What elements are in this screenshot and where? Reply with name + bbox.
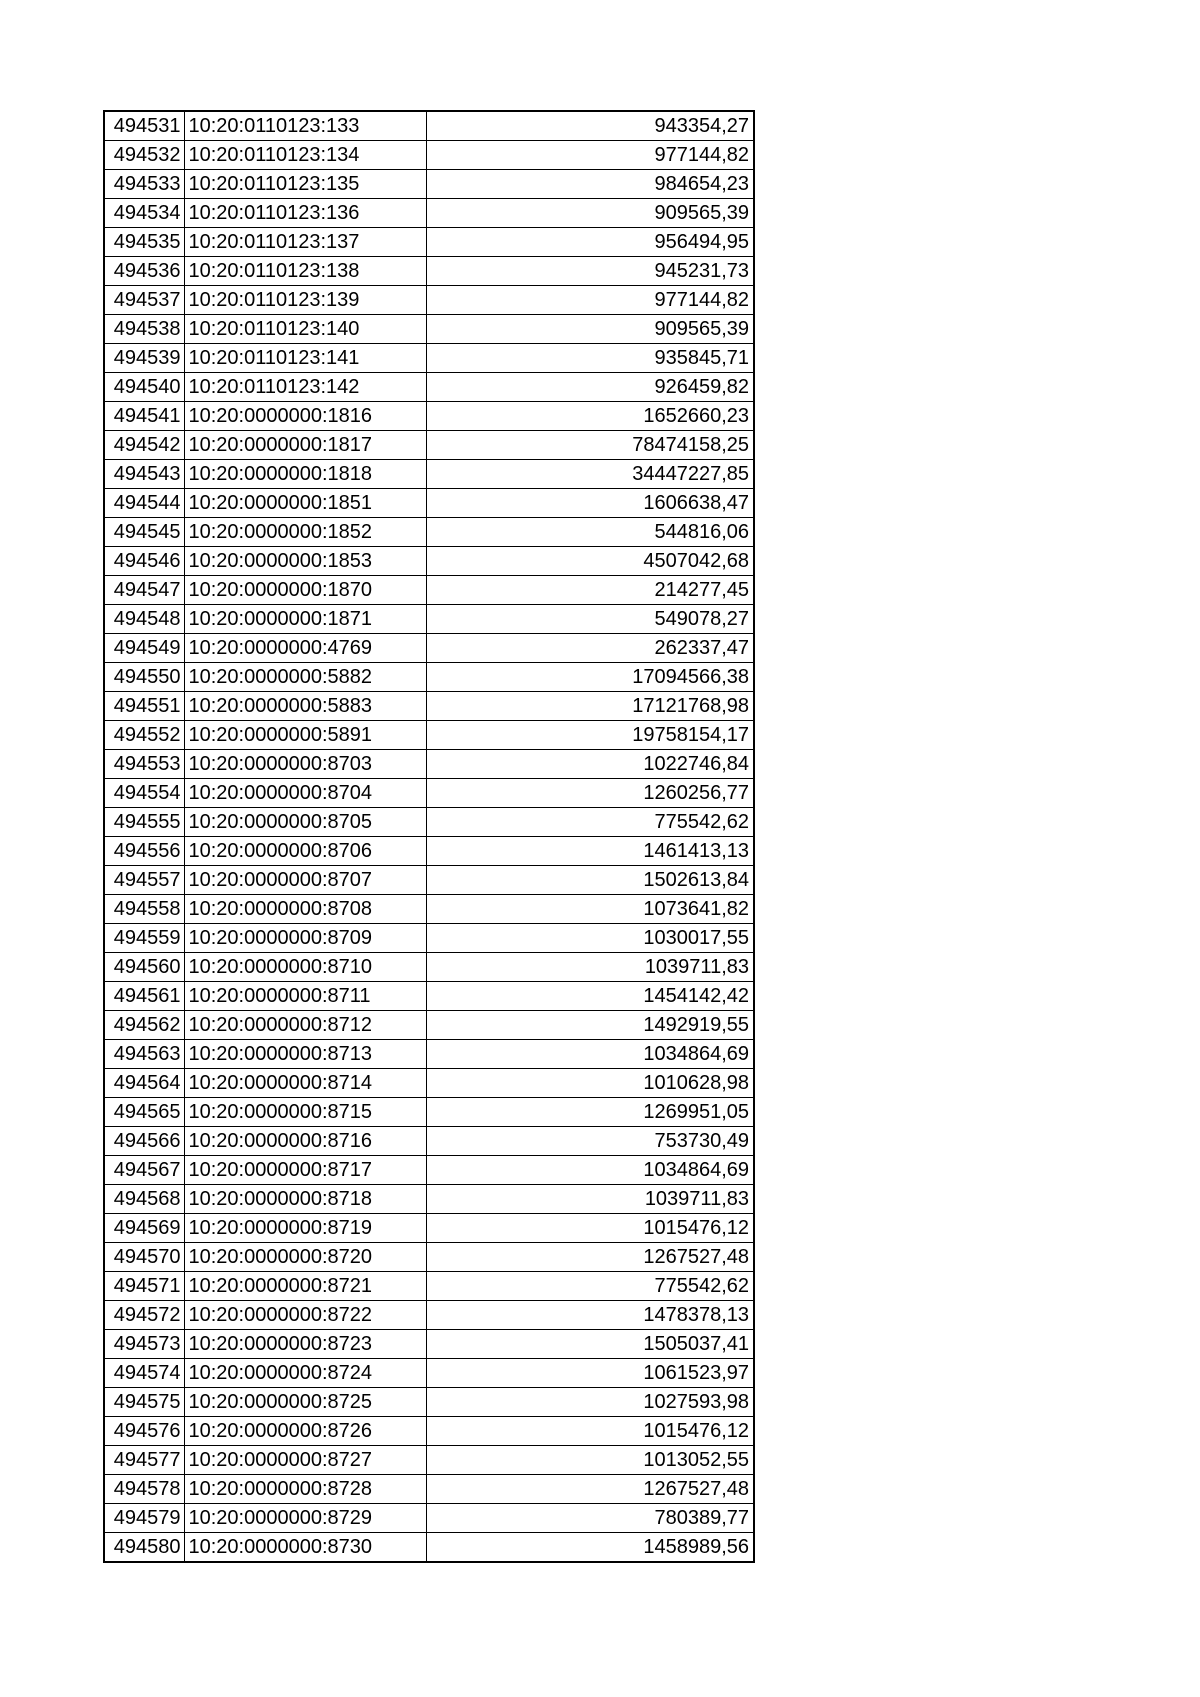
row-id-cell: 494577 — [104, 1446, 184, 1475]
value-cell: 1030017,55 — [426, 924, 754, 953]
row-id-cell: 494569 — [104, 1214, 184, 1243]
row-id-cell: 494568 — [104, 1185, 184, 1214]
table-row — [104, 373, 754, 402]
cadastral-number-cell: 10:20:0000000:5882 — [184, 663, 426, 692]
value-cell: 1039711,83 — [426, 953, 754, 982]
value-cell: 4507042,68 — [426, 547, 754, 576]
row-id-cell: 494556 — [104, 837, 184, 866]
table-row — [104, 808, 754, 837]
cadastral-number-cell: 10:20:0000000:8703 — [184, 750, 426, 779]
table-row — [104, 1417, 754, 1446]
cadastral-number-cell: 10:20:0000000:8722 — [184, 1301, 426, 1330]
row-id-cell: 494548 — [104, 605, 184, 634]
value-cell: 909565,39 — [426, 199, 754, 228]
row-id-cell: 494567 — [104, 1156, 184, 1185]
table-row — [104, 837, 754, 866]
cadastral-number-cell: 10:20:0000000:8718 — [184, 1185, 426, 1214]
cadastral-number-cell: 10:20:0000000:1817 — [184, 431, 426, 460]
value-cell: 1269951,05 — [426, 1098, 754, 1127]
cadastral-number-cell: 10:20:0000000:8714 — [184, 1069, 426, 1098]
row-id-cell: 494549 — [104, 634, 184, 663]
table-row — [104, 489, 754, 518]
value-cell: 262337,47 — [426, 634, 754, 663]
value-cell: 753730,49 — [426, 1127, 754, 1156]
table-row — [104, 1359, 754, 1388]
row-id-cell: 494551 — [104, 692, 184, 721]
cadastral-number-cell: 10:20:0110123:139 — [184, 286, 426, 315]
cadastral-number-cell: 10:20:0110123:136 — [184, 199, 426, 228]
cadastral-number-cell: 10:20:0000000:1853 — [184, 547, 426, 576]
value-cell: 1027593,98 — [426, 1388, 754, 1417]
value-cell: 1505037,41 — [426, 1330, 754, 1359]
cadastral-number-cell: 10:20:0000000:8727 — [184, 1446, 426, 1475]
value-cell: 1502613,84 — [426, 866, 754, 895]
cadastral-number-cell: 10:20:0000000:8707 — [184, 866, 426, 895]
row-id-cell: 494579 — [104, 1504, 184, 1533]
table-row — [104, 1301, 754, 1330]
table-row — [104, 1011, 754, 1040]
value-cell: 1458989,56 — [426, 1533, 754, 1563]
row-id-cell: 494571 — [104, 1272, 184, 1301]
table-row — [104, 924, 754, 953]
value-cell: 1492919,55 — [426, 1011, 754, 1040]
table-row — [104, 982, 754, 1011]
cadastral-number-cell: 10:20:0000000:1851 — [184, 489, 426, 518]
row-id-cell: 494541 — [104, 402, 184, 431]
cadastral-number-cell: 10:20:0000000:8721 — [184, 1272, 426, 1301]
table-row — [104, 344, 754, 373]
value-cell: 1267527,48 — [426, 1475, 754, 1504]
cadastral-number-cell: 10:20:0110123:140 — [184, 315, 426, 344]
row-id-cell: 494557 — [104, 866, 184, 895]
row-id-cell: 494538 — [104, 315, 184, 344]
row-id-cell: 494555 — [104, 808, 184, 837]
table-row — [104, 605, 754, 634]
cadastral-number-cell: 10:20:0000000:8725 — [184, 1388, 426, 1417]
row-id-cell: 494547 — [104, 576, 184, 605]
table-row — [104, 1388, 754, 1417]
row-id-cell: 494575 — [104, 1388, 184, 1417]
value-cell: 1073641,82 — [426, 895, 754, 924]
table-row — [104, 170, 754, 199]
table-row — [104, 1069, 754, 1098]
cadastral-number-cell: 10:20:0000000:8728 — [184, 1475, 426, 1504]
cadastral-number-cell: 10:20:0110123:134 — [184, 141, 426, 170]
value-cell: 1015476,12 — [426, 1214, 754, 1243]
row-id-cell: 494531 — [104, 111, 184, 141]
table-row — [104, 692, 754, 721]
cadastral-number-cell: 10:20:0110123:137 — [184, 228, 426, 257]
table-row — [104, 1446, 754, 1475]
value-cell: 19758154,17 — [426, 721, 754, 750]
value-cell: 1022746,84 — [426, 750, 754, 779]
cadastral-number-cell: 10:20:0000000:8704 — [184, 779, 426, 808]
value-cell: 945231,73 — [426, 257, 754, 286]
value-cell: 956494,95 — [426, 228, 754, 257]
cadastral-number-cell: 10:20:0000000:1852 — [184, 518, 426, 547]
row-id-cell: 494532 — [104, 141, 184, 170]
value-cell: 1606638,47 — [426, 489, 754, 518]
value-cell: 1478378,13 — [426, 1301, 754, 1330]
cadastral-number-cell: 10:20:0000000:1816 — [184, 402, 426, 431]
table-row — [104, 1127, 754, 1156]
table-row — [104, 402, 754, 431]
row-id-cell: 494552 — [104, 721, 184, 750]
table-row — [104, 663, 754, 692]
value-cell: 780389,77 — [426, 1504, 754, 1533]
row-id-cell: 494562 — [104, 1011, 184, 1040]
row-id-cell: 494564 — [104, 1069, 184, 1098]
row-id-cell: 494533 — [104, 170, 184, 199]
table-row — [104, 199, 754, 228]
cadastral-number-cell: 10:20:0000000:5891 — [184, 721, 426, 750]
row-id-cell: 494539 — [104, 344, 184, 373]
cadastral-number-cell: 10:20:0000000:4769 — [184, 634, 426, 663]
cadastral-number-cell: 10:20:0000000:1871 — [184, 605, 426, 634]
row-id-cell: 494535 — [104, 228, 184, 257]
table-row — [104, 518, 754, 547]
row-id-cell: 494540 — [104, 373, 184, 402]
row-id-cell: 494542 — [104, 431, 184, 460]
value-cell: 984654,23 — [426, 170, 754, 199]
cadastral-number-cell: 10:20:0000000:1818 — [184, 460, 426, 489]
value-cell: 775542,62 — [426, 808, 754, 837]
value-cell: 1267527,48 — [426, 1243, 754, 1272]
table-row — [104, 750, 754, 779]
row-id-cell: 494574 — [104, 1359, 184, 1388]
table-row — [104, 1504, 754, 1533]
table-row — [104, 1185, 754, 1214]
cadastral-number-cell: 10:20:0000000:5883 — [184, 692, 426, 721]
cadastral-number-cell: 10:20:0110123:133 — [184, 111, 426, 141]
value-cell: 1652660,23 — [426, 402, 754, 431]
cadastral-number-cell: 10:20:0000000:8720 — [184, 1243, 426, 1272]
row-id-cell: 494545 — [104, 518, 184, 547]
cadastral-number-cell: 10:20:0000000:8706 — [184, 837, 426, 866]
cadastral-number-cell: 10:20:0000000:8719 — [184, 1214, 426, 1243]
row-id-cell: 494550 — [104, 663, 184, 692]
value-cell: 17094566,38 — [426, 663, 754, 692]
table-row — [104, 1040, 754, 1069]
row-id-cell: 494572 — [104, 1301, 184, 1330]
cadastral-number-cell: 10:20:0000000:8709 — [184, 924, 426, 953]
cadastral-number-cell: 10:20:0110123:141 — [184, 344, 426, 373]
table-row — [104, 141, 754, 170]
row-id-cell: 494534 — [104, 199, 184, 228]
value-cell: 1013052,55 — [426, 1446, 754, 1475]
cadastral-number-cell: 10:20:0000000:8729 — [184, 1504, 426, 1533]
row-id-cell: 494559 — [104, 924, 184, 953]
table-row — [104, 1272, 754, 1301]
row-id-cell: 494565 — [104, 1098, 184, 1127]
value-cell: 78474158,25 — [426, 431, 754, 460]
cadastral-number-cell: 10:20:0000000:1870 — [184, 576, 426, 605]
data-table — [103, 110, 755, 1563]
table-row — [104, 1214, 754, 1243]
value-cell: 1039711,83 — [426, 1185, 754, 1214]
cadastral-number-cell: 10:20:0000000:8713 — [184, 1040, 426, 1069]
cadastral-number-cell: 10:20:0000000:8715 — [184, 1098, 426, 1127]
value-cell: 926459,82 — [426, 373, 754, 402]
table-row — [104, 634, 754, 663]
table-row — [104, 895, 754, 924]
table-row — [104, 257, 754, 286]
table-row — [104, 721, 754, 750]
row-id-cell: 494536 — [104, 257, 184, 286]
value-cell: 544816,06 — [426, 518, 754, 547]
table-row — [104, 1243, 754, 1272]
cadastral-number-cell: 10:20:0000000:8705 — [184, 808, 426, 837]
table-row — [104, 1533, 754, 1563]
table-row — [104, 460, 754, 489]
cadastral-number-cell: 10:20:0000000:8717 — [184, 1156, 426, 1185]
row-id-cell: 494558 — [104, 895, 184, 924]
cadastral-number-cell: 10:20:0000000:8730 — [184, 1533, 426, 1563]
row-id-cell: 494546 — [104, 547, 184, 576]
table-row — [104, 111, 754, 141]
value-cell: 1034864,69 — [426, 1156, 754, 1185]
value-cell: 935845,71 — [426, 344, 754, 373]
value-cell: 1010628,98 — [426, 1069, 754, 1098]
value-cell: 1260256,77 — [426, 779, 754, 808]
table-row — [104, 547, 754, 576]
row-id-cell: 494576 — [104, 1417, 184, 1446]
value-cell: 977144,82 — [426, 286, 754, 315]
value-cell: 17121768,98 — [426, 692, 754, 721]
row-id-cell: 494561 — [104, 982, 184, 1011]
table-body — [104, 111, 754, 1562]
row-id-cell: 494566 — [104, 1127, 184, 1156]
value-cell: 909565,39 — [426, 315, 754, 344]
table-row — [104, 1156, 754, 1185]
value-cell: 1034864,69 — [426, 1040, 754, 1069]
table-row — [104, 1330, 754, 1359]
table-row — [104, 315, 754, 344]
value-cell: 943354,27 — [426, 111, 754, 141]
table-row — [104, 576, 754, 605]
row-id-cell: 494580 — [104, 1533, 184, 1563]
value-cell: 1061523,97 — [426, 1359, 754, 1388]
cadastral-number-cell: 10:20:0000000:8712 — [184, 1011, 426, 1040]
row-id-cell: 494537 — [104, 286, 184, 315]
cadastral-number-cell: 10:20:0000000:8726 — [184, 1417, 426, 1446]
cadastral-number-cell: 10:20:0000000:8708 — [184, 895, 426, 924]
table-row — [104, 1475, 754, 1504]
cadastral-number-cell: 10:20:0110123:135 — [184, 170, 426, 199]
cadastral-number-cell: 10:20:0000000:8724 — [184, 1359, 426, 1388]
row-id-cell: 494554 — [104, 779, 184, 808]
row-id-cell: 494553 — [104, 750, 184, 779]
cadastral-number-cell: 10:20:0000000:8710 — [184, 953, 426, 982]
table-row — [104, 866, 754, 895]
row-id-cell: 494544 — [104, 489, 184, 518]
cadastral-number-cell: 10:20:0110123:138 — [184, 257, 426, 286]
table-row — [104, 431, 754, 460]
table-row — [104, 779, 754, 808]
row-id-cell: 494573 — [104, 1330, 184, 1359]
row-id-cell: 494578 — [104, 1475, 184, 1504]
value-cell: 549078,27 — [426, 605, 754, 634]
cadastral-number-cell: 10:20:0000000:8723 — [184, 1330, 426, 1359]
table-row — [104, 228, 754, 257]
value-cell: 214277,45 — [426, 576, 754, 605]
table-row — [104, 953, 754, 982]
value-cell: 1015476,12 — [426, 1417, 754, 1446]
value-cell: 977144,82 — [426, 141, 754, 170]
cadastral-number-cell: 10:20:0000000:8716 — [184, 1127, 426, 1156]
value-cell: 1461413,13 — [426, 837, 754, 866]
cadastral-number-cell: 10:20:0000000:8711 — [184, 982, 426, 1011]
table-row — [104, 286, 754, 315]
row-id-cell: 494570 — [104, 1243, 184, 1272]
value-cell: 34447227,85 — [426, 460, 754, 489]
value-cell: 1454142,42 — [426, 982, 754, 1011]
value-cell: 775542,62 — [426, 1272, 754, 1301]
row-id-cell: 494560 — [104, 953, 184, 982]
cadastral-number-cell: 10:20:0110123:142 — [184, 373, 426, 402]
row-id-cell: 494543 — [104, 460, 184, 489]
row-id-cell: 494563 — [104, 1040, 184, 1069]
table-row — [104, 1098, 754, 1127]
